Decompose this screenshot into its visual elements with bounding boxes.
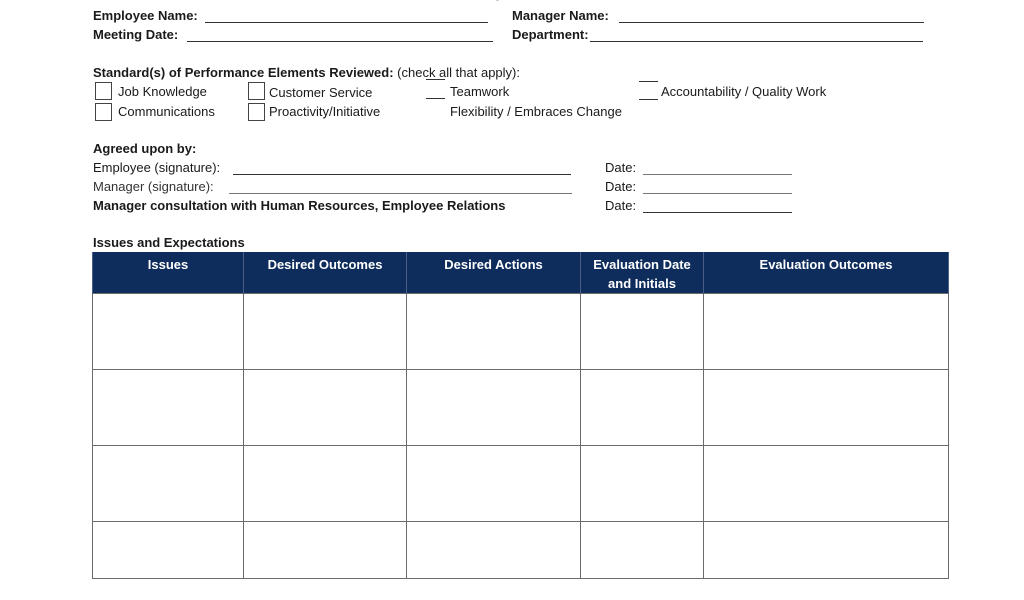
label-accountability: Accountability / Quality Work	[661, 84, 827, 99]
manager-signature-field[interactable]	[229, 193, 572, 194]
table-cell[interactable]	[93, 294, 244, 370]
table-cell[interactable]	[704, 522, 949, 579]
manager-name-label: Manager Name:	[512, 8, 609, 23]
table-cell[interactable]	[704, 370, 949, 446]
employee-date-field[interactable]	[643, 174, 792, 175]
blank-teamwork-top	[426, 79, 445, 80]
table-cell[interactable]	[407, 294, 581, 370]
column-header-desired-actions: Desired Actions	[407, 252, 581, 294]
employee-signature-field[interactable]	[233, 174, 571, 175]
table-row	[93, 294, 949, 370]
label-flexibility: Flexibility / Embraces Change	[450, 104, 622, 119]
table-cell[interactable]	[581, 446, 704, 522]
table-cell[interactable]	[244, 370, 407, 446]
label-communications: Communications	[118, 104, 215, 119]
standards-heading-bold: Standard(s) of Performance Elements Reviewed:	[93, 65, 394, 80]
table-cell[interactable]	[244, 294, 407, 370]
column-header-issues: Issues	[93, 252, 244, 294]
checkbox-proactivity[interactable]	[248, 103, 265, 121]
issues-section-title: Issues and Expectations	[93, 235, 245, 250]
table-cell[interactable]	[581, 370, 704, 446]
employee-name-field[interactable]	[205, 22, 488, 23]
hr-date-field[interactable]	[643, 212, 792, 213]
issues-table	[92, 252, 949, 579]
agreed-upon-heading: Agreed upon by:	[93, 141, 197, 156]
manager-date-label: Date:	[605, 179, 637, 194]
table-cell[interactable]	[407, 522, 581, 579]
table-cell[interactable]	[93, 522, 244, 579]
hr-date-label: Date:	[605, 198, 637, 213]
label-customer-service: Customer Service	[269, 85, 373, 100]
blank-accountability[interactable]	[639, 99, 658, 100]
table-cell[interactable]	[581, 294, 704, 370]
employee-date-label: Date:	[605, 160, 637, 175]
table-cell[interactable]	[244, 446, 407, 522]
table-cell[interactable]	[407, 370, 581, 446]
standards-heading-note: (check all that apply):	[397, 65, 520, 80]
meeting-date-label: Meeting Date:	[93, 27, 179, 42]
table-cell[interactable]	[704, 294, 949, 370]
manager-name-field[interactable]	[619, 22, 924, 23]
table-cell[interactable]	[407, 446, 581, 522]
table-cell[interactable]	[581, 522, 704, 579]
checkbox-job-knowledge[interactable]	[95, 82, 112, 100]
table-row	[93, 370, 949, 446]
department-field[interactable]	[590, 41, 923, 42]
blank-teamwork[interactable]	[426, 98, 445, 99]
document-title-fragment	[345, 0, 645, 1]
label-proactivity: Proactivity/Initiative	[269, 104, 381, 119]
manager-date-field[interactable]	[643, 193, 792, 194]
table-row	[93, 522, 949, 579]
column-header-evaluation-date: Evaluation Date and Initials	[581, 252, 704, 294]
table-cell[interactable]	[704, 446, 949, 522]
meeting-date-field[interactable]	[187, 41, 493, 42]
label-job-knowledge: Job Knowledge	[118, 84, 207, 99]
employee-signature-label: Employee (signature):	[93, 160, 221, 175]
table-cell[interactable]	[93, 446, 244, 522]
hr-consultation-label: Manager consultation with Human Resources, Employee Relations	[93, 198, 506, 213]
blank-accountability-top	[639, 81, 658, 82]
checkbox-communications[interactable]	[95, 103, 112, 121]
standards-heading	[93, 65, 520, 81]
table-row	[93, 446, 949, 522]
label-teamwork: Teamwork	[450, 84, 510, 99]
column-header-desired-outcomes: Desired Outcomes	[244, 252, 407, 294]
employee-name-label: Employee Name:	[93, 8, 198, 23]
table-header-row	[93, 252, 949, 294]
column-header-evaluation-outcomes: Evaluation Outcomes	[704, 252, 949, 294]
manager-signature-label: Manager (signature):	[93, 179, 214, 194]
table-cell[interactable]	[244, 522, 407, 579]
checkbox-customer-service[interactable]	[248, 82, 265, 100]
table-cell[interactable]	[93, 370, 244, 446]
department-label: Department:	[512, 27, 589, 42]
